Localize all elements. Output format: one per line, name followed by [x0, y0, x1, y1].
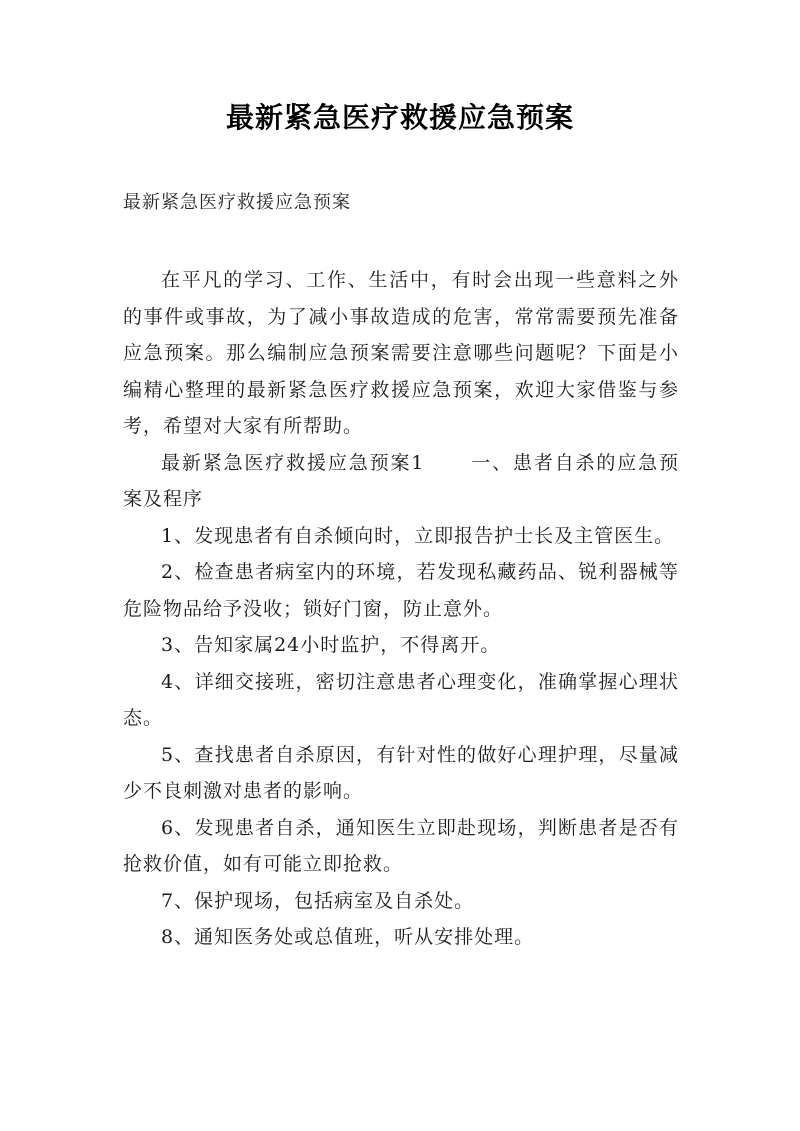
- list-item: 6、发现患者自杀，通知医生立即赴现场，判断患者是否有抢救价值，如有可能立即抢救。: [123, 816, 679, 875]
- list-item: 3、告知家属24小时监护，不得离开。: [161, 634, 501, 656]
- section-heading-right: 一、患者自杀的应急预案及程序: [123, 451, 679, 510]
- section-heading: [123, 445, 679, 518]
- list-item: 7、保护现场，包括病室及自杀处。: [161, 889, 475, 912]
- intro-paragraph: 在平凡的学习、工作、生活中，有时会出现一些意料之外的事件或事故，为了减小事故造成的危害，常常需要预先准备应急预案。那么编制应急预案需要注意哪些问题呢？下面是小编精心整理的最新紧急医疗救援应急预案，欢迎大家借鉴与参考，希望对大家有所帮助。: [123, 269, 679, 437]
- section-heading-left: 最新紧急医疗救援应急预案1: [161, 451, 425, 474]
- list-item: 8、通知医务处或总值班，听从安排处理。: [161, 926, 535, 948]
- document-title: 最新紧急医疗救援应急预案: [225, 101, 574, 134]
- list-item: 4、详细交接班，密切注意患者心理变化，准确掌握心理状态。: [123, 670, 679, 729]
- document-body: [123, 262, 679, 956]
- document-subtitle: 最新紧急医疗救援应急预案: [123, 192, 351, 213]
- list-item: 2、检查患者病室内的环境，若发现私藏药品、锐利器械等危险物品给予没收；锁好门窗，防止意外。: [123, 561, 679, 620]
- list-item: 1、发现患者有自杀倾向时，立即报告护士长及主管医生。: [161, 524, 675, 547]
- list-item: 5、查找患者自杀原因，有针对性的做好心理护理，尽量减少不良刺激对患者的影响。: [123, 743, 679, 802]
